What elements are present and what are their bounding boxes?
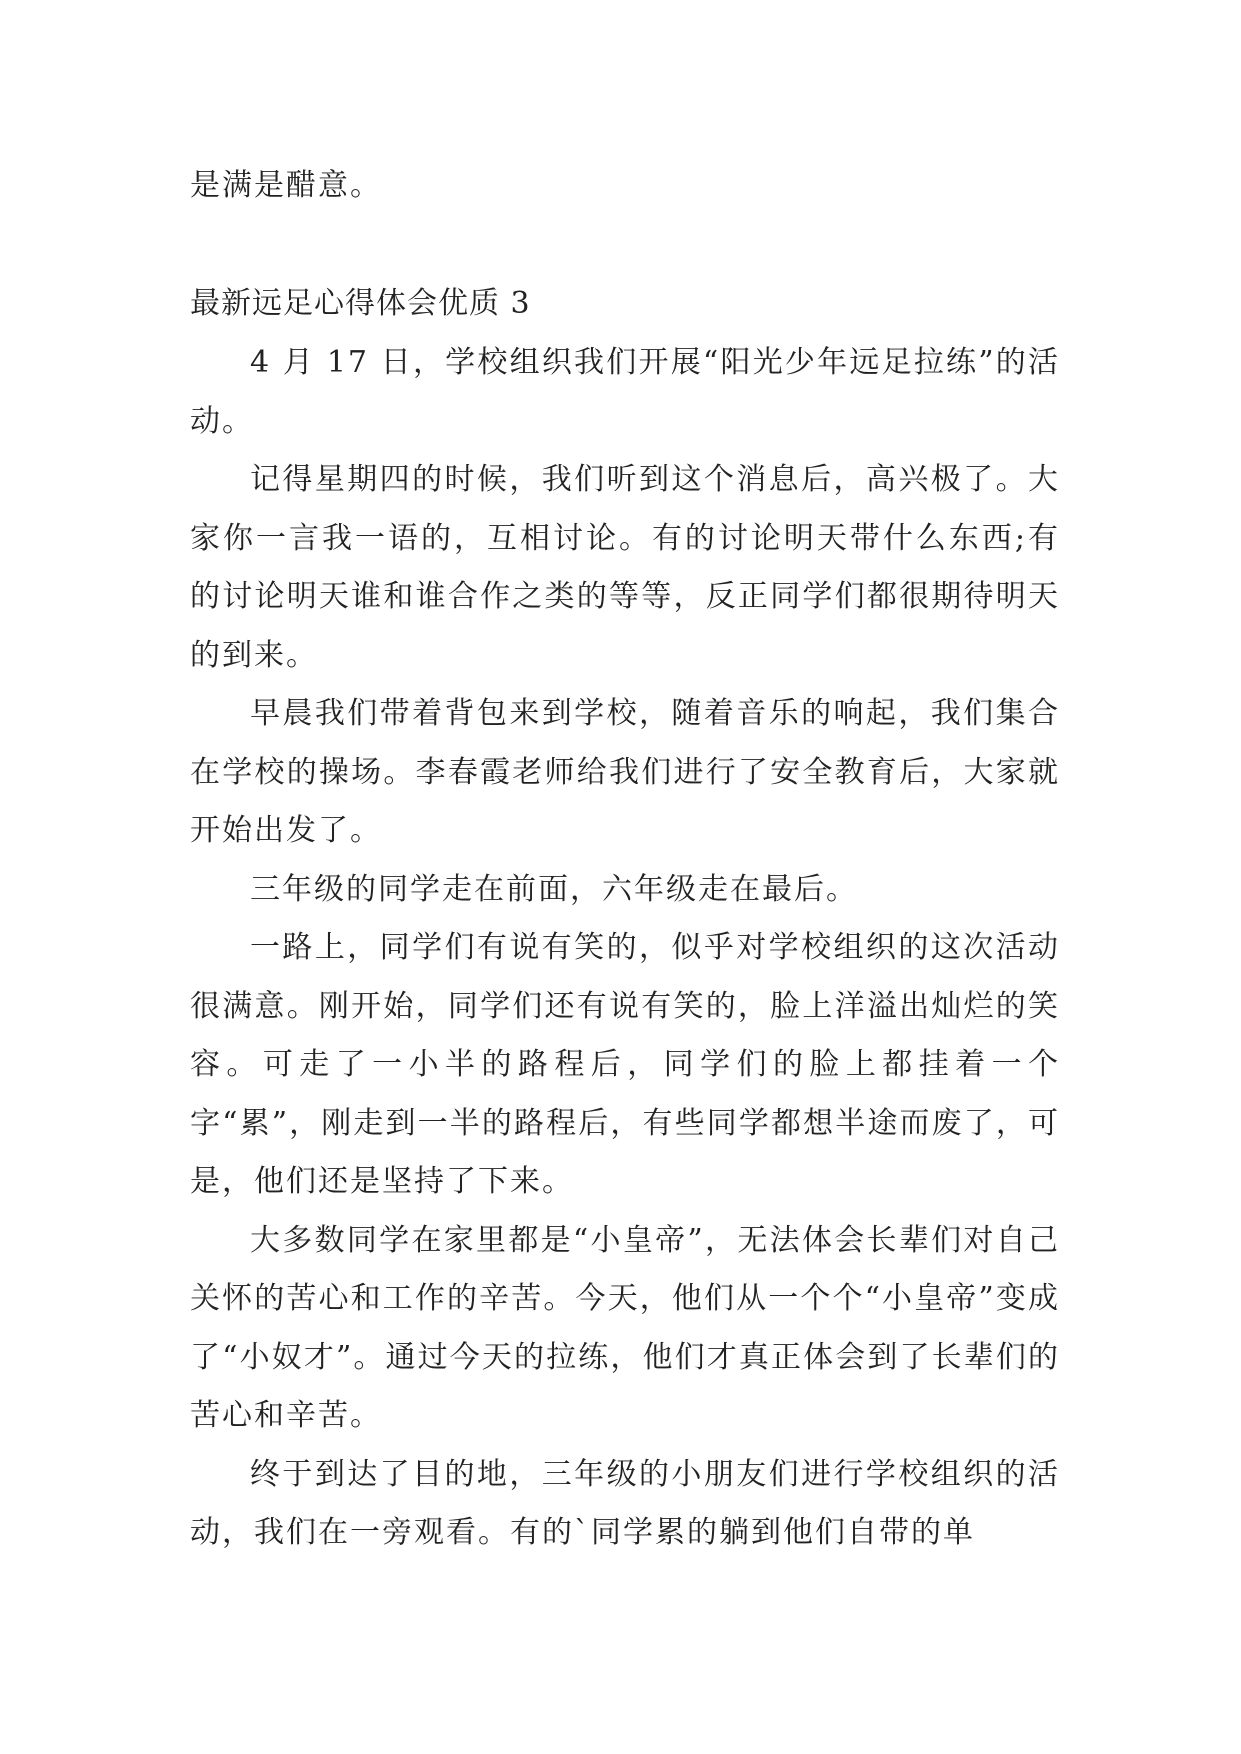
continuation-text: 是满是醋意。 [190,168,382,203]
document-body [190,334,1060,1563]
paragraph: 大多数同学在家里都是“小皇帝”，无法体会长辈们对自己关怀的苦心和工作的辛苦。今天，他们从一个个“小皇帝”变成了“小奴才”。通过今天的拉练，他们才真正体会到了长辈们的苦心和辛苦。 [190,1222,1060,1433]
paragraph: 记得星期四的时候，我们听到这个消息后，高兴极了。大家你一言我一语的，互相讨论。有的讨论明天带什么东西;有的讨论明天谁和谁合作之类的等等，反正同学们都很期待明天的到来。 [190,462,1060,673]
paragraph: 终于到达了目的地，三年级的小朋友们进行学校组织的活动，我们在一旁观看。有的`同学累的躺到他们自带的单 [190,1456,1060,1550]
paragraph: 早晨我们带着背包来到学校，随着音乐的响起，我们集合在学校的操场。李春霞老师给我们进行了安全教育后，大家就开始出发了。 [190,696,1060,848]
section-heading: 最新远足心得体会优质 3 [190,286,531,321]
paragraph: 一路上，同学们有说有笑的，似乎对学校组织的这次活动很满意。刚开始，同学们还有说有笑的，脸上洋溢出灿烂的笑容。可走了一小半的路程后，同学们的脸上都挂着一个字“累”，刚走到一半的路程后，有些同学都想半途而废了，可是，他们还是坚持了下来。 [190,930,1060,1199]
paragraph: 三年级的同学走在前面，六年级走在最后。 [250,871,858,907]
paragraph: 4 月 17 日，学校组织我们开展“阳光少年远足拉练”的活动。 [190,345,1060,439]
